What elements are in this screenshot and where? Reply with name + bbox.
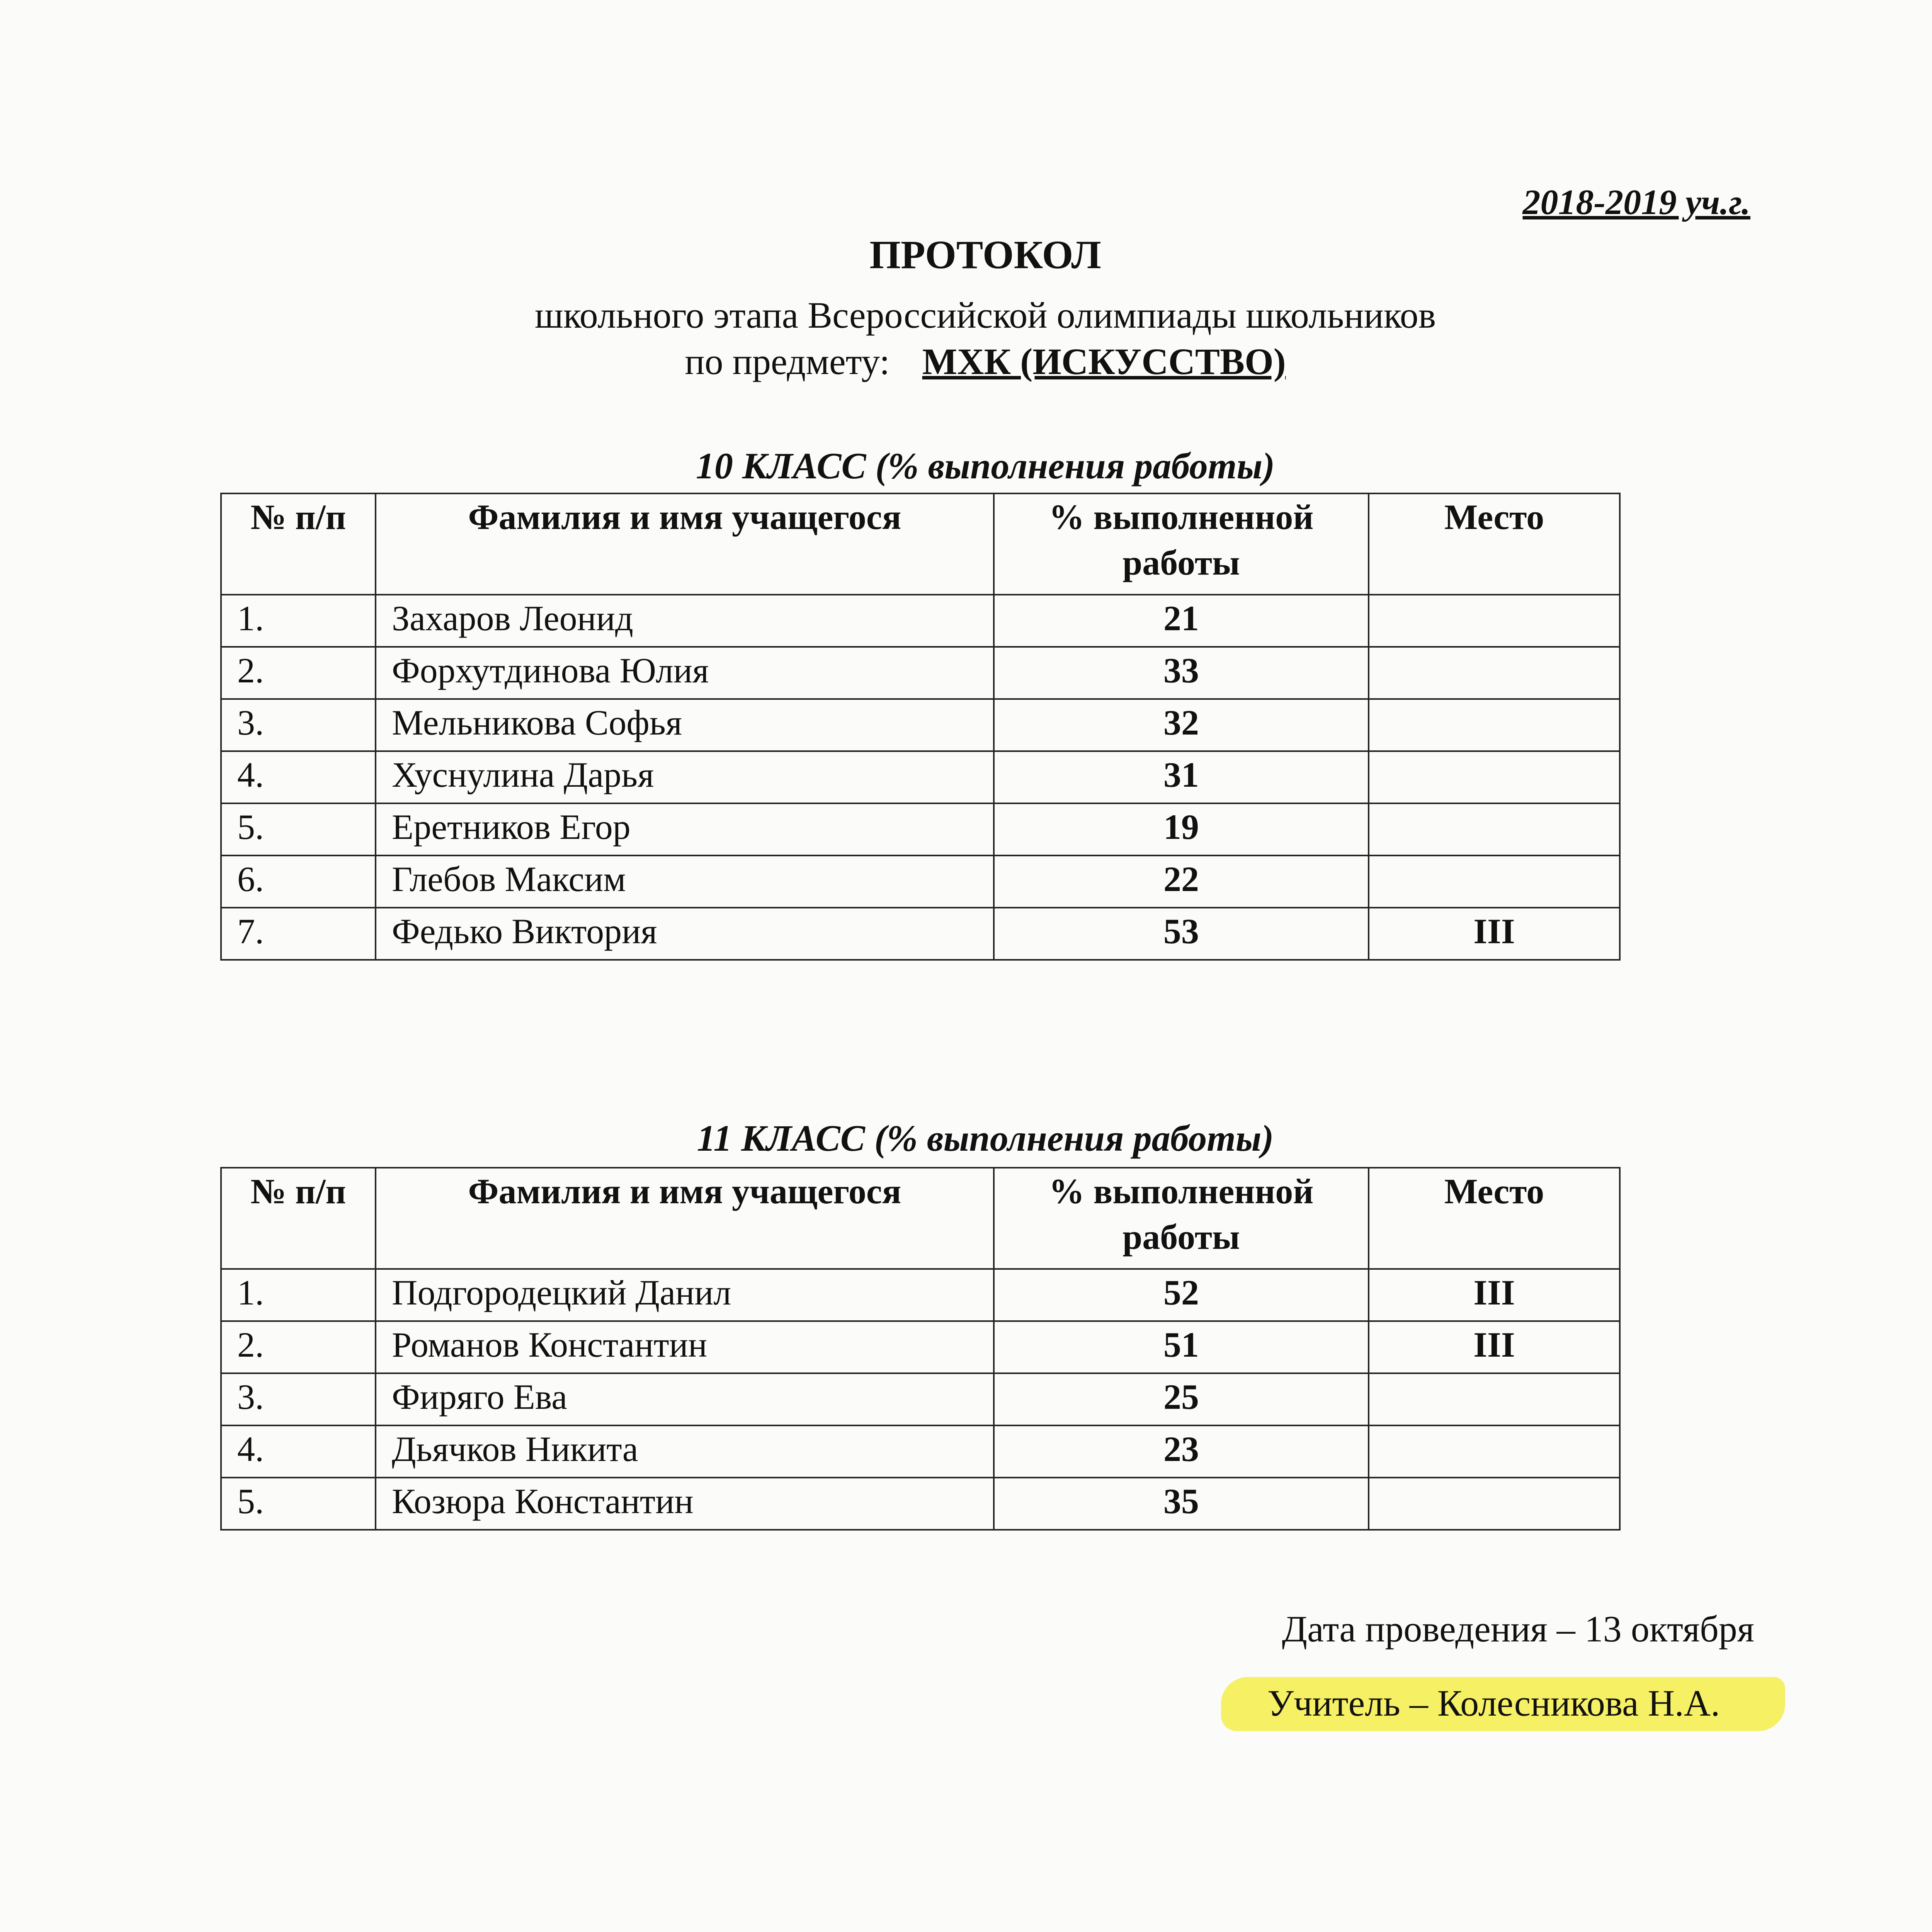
place-cell <box>1369 595 1620 647</box>
table-row <box>221 647 1620 699</box>
student-name-cell: Фиряго Ева <box>376 1373 994 1425</box>
student-name-cell: Захаров Леонид <box>376 595 994 647</box>
row-number-cell: 2. <box>221 1321 376 1373</box>
place-cell: III <box>1369 1269 1620 1321</box>
place-cell: III <box>1369 1321 1620 1373</box>
percent-cell: 35 <box>994 1478 1369 1530</box>
student-name-cell: Дьячков Никита <box>376 1425 994 1478</box>
row-number-cell: 3. <box>221 1373 376 1425</box>
row-number-cell: 5. <box>221 1478 376 1530</box>
academic-year: 2018-2019 уч.г. <box>1522 182 1750 222</box>
table-row <box>221 1478 1620 1530</box>
col-number-header: № п/п <box>221 1168 376 1269</box>
student-name-cell: Хуснулина Дарья <box>376 751 994 803</box>
percent-cell: 21 <box>994 595 1369 647</box>
table-row <box>221 855 1620 908</box>
student-name-cell: Козюра Константин <box>376 1478 994 1530</box>
percent-cell: 23 <box>994 1425 1369 1478</box>
class11-title: 11 КЛАСС (% выполнения работы) <box>697 1117 1274 1159</box>
percent-cell: 53 <box>994 908 1369 960</box>
col-place-header: Место <box>1369 493 1620 595</box>
percent-cell: 19 <box>994 803 1369 855</box>
row-number-cell: 4. <box>221 1425 376 1478</box>
teacher-block <box>1221 1673 1785 1735</box>
row-number-cell: 1. <box>221 595 376 647</box>
place-cell <box>1369 803 1620 855</box>
percent-cell: 52 <box>994 1269 1369 1321</box>
col-percent-header: % выполненной работы <box>994 493 1369 595</box>
table-row <box>221 908 1620 960</box>
subject-label: по предмету: <box>685 341 890 382</box>
percent-cell: 32 <box>994 699 1369 751</box>
place-cell <box>1369 699 1620 751</box>
student-name-cell: Романов Константин <box>376 1321 994 1373</box>
teacher-name: Учитель – Колесникова Н.А. <box>1267 1682 1720 1724</box>
student-name-cell: Подгородецкий Данил <box>376 1269 994 1321</box>
percent-cell: 51 <box>994 1321 1369 1373</box>
table-row <box>221 1321 1620 1373</box>
document-subtitle: школьного этапа Всероссийской олимпиады школьников <box>534 294 1436 336</box>
table-row <box>221 699 1620 751</box>
col-place-header: Место <box>1369 1168 1620 1269</box>
table-header-row <box>221 1168 1620 1269</box>
document-title: ПРОТОКОЛ <box>869 233 1101 277</box>
place-cell <box>1369 751 1620 803</box>
row-number-cell: 5. <box>221 803 376 855</box>
table-row <box>221 1425 1620 1478</box>
place-cell <box>1369 1373 1620 1425</box>
row-number-cell: 6. <box>221 855 376 908</box>
table-header-row <box>221 493 1620 595</box>
student-name-cell: Федько Виктория <box>376 908 994 960</box>
table-row <box>221 1373 1620 1425</box>
student-name-cell: Еретников Егор <box>376 803 994 855</box>
subject-name: МХК (ИСКУССТВО) <box>922 341 1286 382</box>
col-name-header: Фамилия и имя учащегося <box>376 493 994 595</box>
place-cell <box>1369 1425 1620 1478</box>
row-number-cell: 7. <box>221 908 376 960</box>
table-row <box>221 803 1620 855</box>
row-number-cell: 1. <box>221 1269 376 1321</box>
percent-cell: 31 <box>994 751 1369 803</box>
percent-cell: 22 <box>994 855 1369 908</box>
row-number-cell: 2. <box>221 647 376 699</box>
student-name-cell: Мельникова Софья <box>376 699 994 751</box>
place-cell: III <box>1369 908 1620 960</box>
table-row <box>221 1269 1620 1321</box>
place-cell <box>1369 855 1620 908</box>
subject-row <box>0 340 1932 383</box>
percent-cell: 25 <box>994 1373 1369 1425</box>
col-name-header: Фамилия и имя учащегося <box>376 1168 994 1269</box>
class10-table <box>220 493 1621 961</box>
col-percent-header: % выполненной работы <box>994 1168 1369 1269</box>
row-number-cell: 3. <box>221 699 376 751</box>
class11-table <box>220 1167 1621 1531</box>
place-cell <box>1369 1478 1620 1530</box>
row-number-cell: 4. <box>221 751 376 803</box>
place-cell <box>1369 647 1620 699</box>
student-name-cell: Глебов Максим <box>376 855 994 908</box>
event-date: Дата проведения – 13 октября <box>1282 1608 1754 1650</box>
col-number-header: № п/п <box>221 493 376 595</box>
table-row <box>221 595 1620 647</box>
student-name-cell: Форхутдинова Юлия <box>376 647 994 699</box>
class10-title: 10 КЛАСС (% выполнения работы) <box>696 445 1275 486</box>
percent-cell: 33 <box>994 647 1369 699</box>
table-row <box>221 751 1620 803</box>
